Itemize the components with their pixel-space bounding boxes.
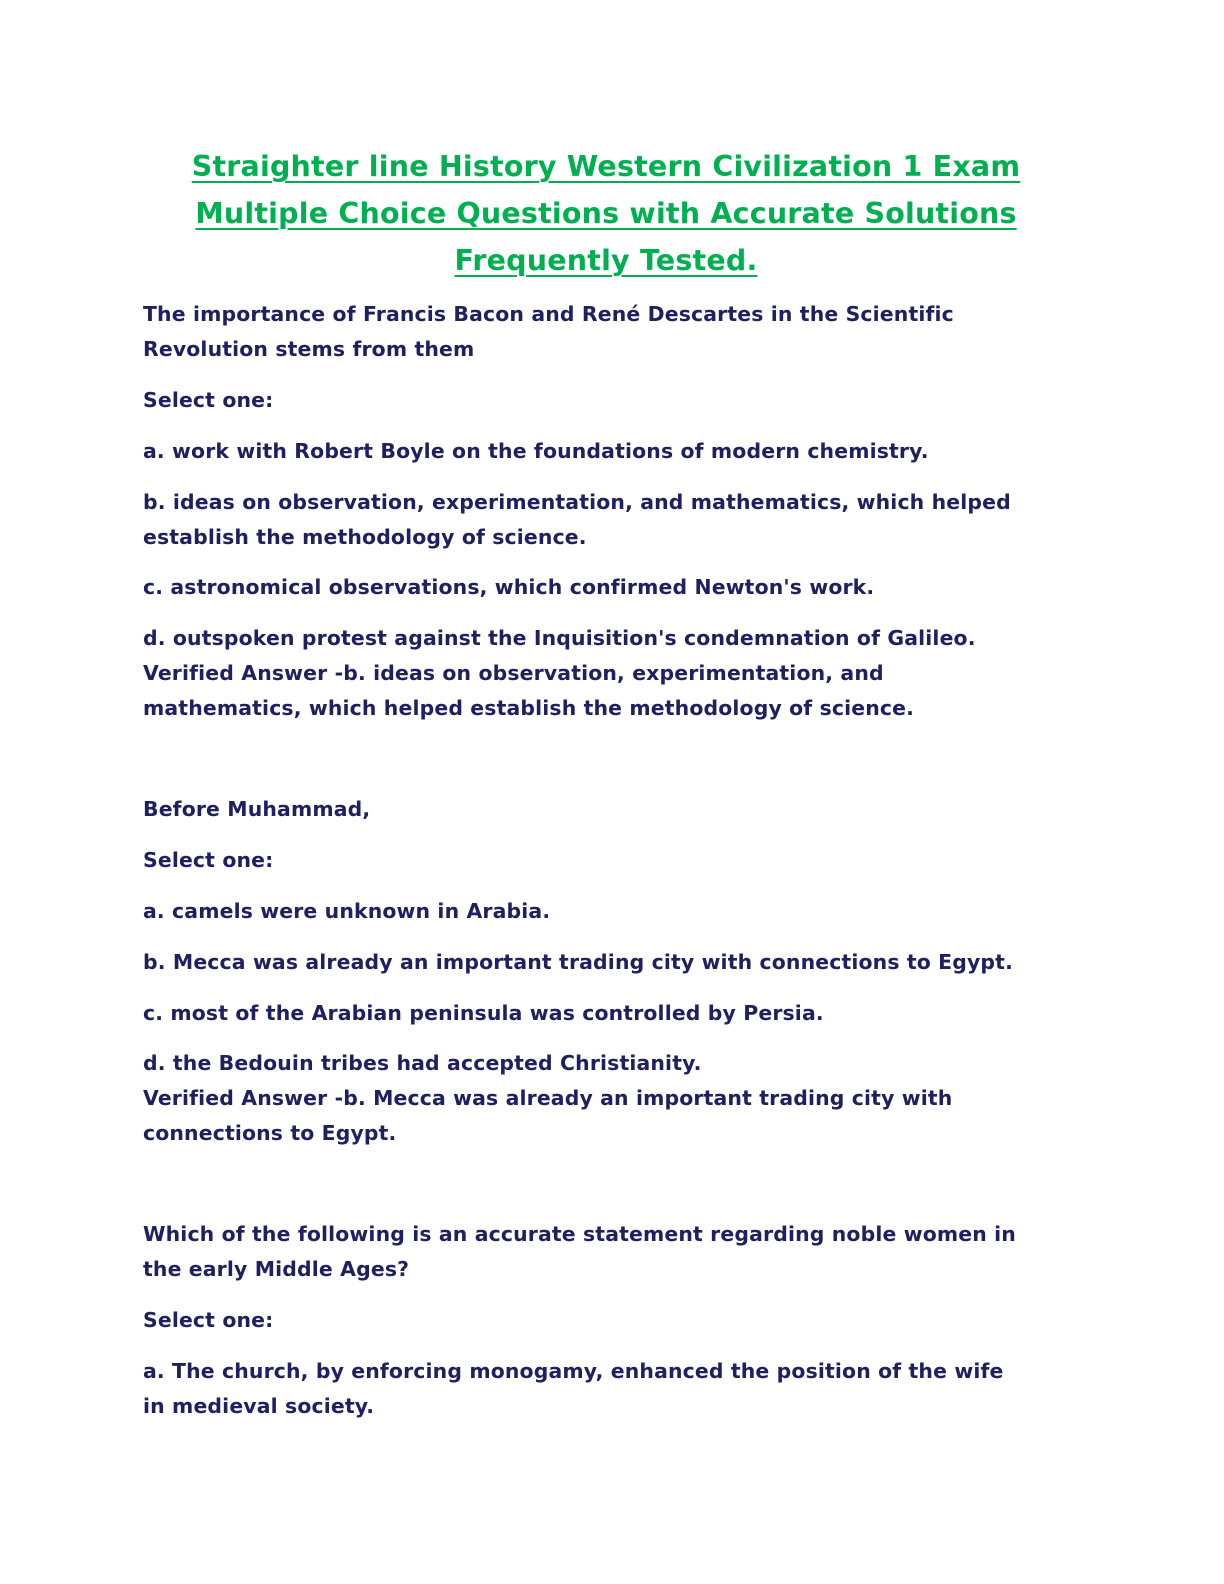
document-title [150,143,1062,284]
option-a: a. The church, by enforcing monogamy, enhanced the position of the wife in medieval society. [143,1359,1004,1418]
select-one-label: Select one: [143,1308,274,1332]
option-b: b. ideas on observation, experimentation, and mathematics, which helped establish the methodology of science. [143,490,1011,549]
title-line: Straighter line History Western Civilization 1 Exam [191,150,1021,183]
question-stem: The importance of Francis Bacon and René Descartes in the Scientific Revolution stems from them [143,302,954,361]
option-d: d. outspoken protest against the Inquisition's condemnation of Galileo. [143,626,976,650]
option-a: a. work with Robert Boyle on the foundations of modern chemistry. [143,439,929,463]
verified-answer: Verified Answer -b. Mecca was already an important trading city with connections to Egypt. [143,1086,953,1145]
option-c: c. astronomical observations, which confirmed Newton's work. [143,575,875,599]
question-stem: Before Muhammad, [143,797,371,821]
title-line: Frequently Tested. [454,244,758,277]
question-stem: Which of the following is an accurate statement regarding noble women in the early Middle Ages? [143,1222,1016,1281]
select-one-label: Select one: [143,388,274,412]
option-a: a. camels were unknown in Arabia. [143,899,551,923]
title-line: Multiple Choice Questions with Accurate Solutions [195,197,1017,230]
select-one-label: Select one: [143,848,274,872]
option-d: d. the Bedouin tribes had accepted Christianity. [143,1051,702,1075]
option-c: c. most of the Arabian peninsula was controlled by Persia. [143,1001,824,1025]
verified-answer: Verified Answer -b. ideas on observation, experimentation, and mathematics, which helped establish the methodology of science. [143,661,914,720]
option-b: b. Mecca was already an important trading city with connections to Egypt. [143,950,1013,974]
